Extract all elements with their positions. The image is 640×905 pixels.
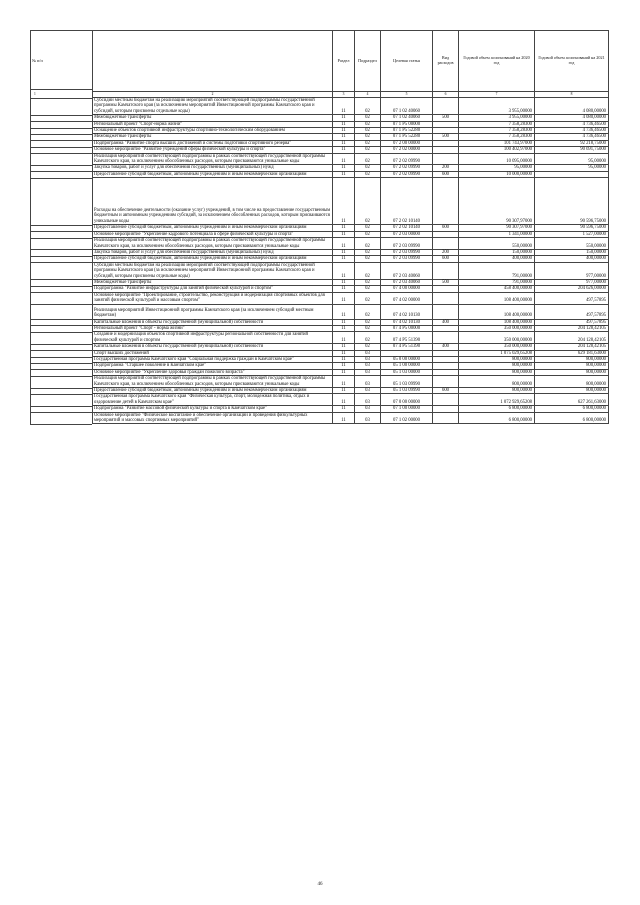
row-volume-2020: 458 400,00000 [459, 286, 535, 292]
row-volume-2020: 90 307,97000 [459, 225, 535, 231]
row-number-divider [30, 304, 92, 305]
row-section: 11 [333, 304, 355, 319]
row-number-divider [30, 262, 92, 263]
row-volume-2021: 204 626,00000 [535, 286, 609, 292]
row-section: 11 [333, 325, 355, 331]
row-volume-2021: 6 800,00000 [535, 406, 609, 412]
row-subsection: 03 [355, 412, 381, 424]
row-name: Оснащение объектов спортивной инфраструктуры спортивно-технологическим оборудованием [93, 128, 333, 134]
row-number-divider [30, 292, 92, 293]
row-subsection: 02 [355, 171, 381, 177]
row-subsection: 02 [355, 225, 381, 231]
row-name: Подпрограмма "Старшее поколение в Камчатском крае" [93, 363, 333, 369]
row-volume-2021: 95,00000 [535, 153, 609, 165]
row-number-divider [30, 171, 92, 172]
row-expense-type: 200 [433, 249, 459, 255]
row-name: Реализация мероприятий соответствующей подпрограммы в рамках соответствующей государственной программы Камчатского края, за исключением обособленных расходов, которым присваиваются уникальные коды [93, 376, 333, 388]
row-name: Капитальные вложения в объекты государственной (муниципальной) собственности [93, 319, 333, 325]
row-number-divider [30, 325, 92, 326]
row-number-divider [30, 98, 92, 99]
row-subsection: 02 [355, 98, 381, 115]
row-expense-type [433, 238, 459, 250]
row-section: 11 [333, 394, 355, 406]
row-number-divider [30, 319, 92, 320]
table-row [93, 238, 609, 250]
row-subsection: 03 [355, 363, 381, 369]
row-number-divider [30, 394, 92, 395]
row-number-divider [30, 178, 92, 179]
row-name: Закупка товаров, работ и услуг для обеспечения государственных (муниципальных) нужд [93, 165, 333, 171]
row-volume-2021: 800,00000 [535, 376, 609, 388]
row-name: Подпрограмма "Развитие спорта высших достижений и системы подготовки спортивного резерва" [93, 140, 333, 146]
row-section: 11 [333, 388, 355, 394]
row-volume-2020: 90 307,97000 [459, 178, 535, 225]
row-name: Предоставление субсидий бюджетным, автономным учреждениям и иным некоммерческим организациям [93, 388, 333, 394]
row-number-divider [30, 238, 92, 239]
row-expense-type: 400 [433, 319, 459, 325]
row-volume-2021: 6 800,00000 [535, 412, 609, 424]
row-name: Капитальные вложения в объекты государственной (муниципальной) собственности [93, 344, 333, 350]
header-row-number: № п/п [32, 57, 43, 63]
row-volume-2020: 800,00000 [459, 388, 535, 394]
row-target-article: 05 1 03 09990 [381, 388, 433, 394]
row-section: 11 [333, 134, 355, 140]
row-name: Основное мероприятие "Проектирование, строительство, реконструкция и модернизация спортивных объектов для занятий физической культурой и массовым спортом" [93, 292, 333, 304]
row-subsection: 03 [355, 406, 381, 412]
row-section: 11 [333, 178, 355, 225]
row-volume-2020: 7 358,28300 [459, 121, 535, 127]
row-volume-2020: 108 400,00000 [459, 319, 535, 325]
row-volume-2020: 95,00000 [459, 165, 535, 171]
row-expense-type: 600 [433, 171, 459, 177]
row-section: 11 [333, 115, 355, 121]
col-number-5: 5 [381, 92, 433, 98]
row-volume-2021: 977,00000 [535, 279, 609, 285]
row-expense-type: 600 [433, 388, 459, 394]
row-section: 11 [333, 121, 355, 127]
row-name: Реализация мероприятий Инвестиционной программы Камчатского края (за исключением субсидий местным бюджетам) [93, 304, 333, 319]
row-subsection: 02 [355, 304, 381, 319]
col-number-1: 1 [34, 92, 36, 97]
row-subsection: 02 [355, 325, 381, 331]
row-subsection: 02 [355, 128, 381, 134]
table-row [93, 394, 609, 406]
row-volume-2020: 150,00000 [459, 249, 535, 255]
row-volume-2020: 108 400,00000 [459, 304, 535, 319]
row-volume-2021: 4 080,00000 [535, 98, 609, 115]
row-target-article: 07 2 02 10140 [381, 178, 433, 225]
row-number-column [30, 30, 92, 90]
row-subsection: 02 [355, 231, 381, 237]
row-section: 11 [333, 165, 355, 171]
row-volume-2021: 90 691,75000 [535, 147, 609, 153]
row-volume-2021: 150,00000 [535, 249, 609, 255]
row-expense-type [433, 304, 459, 319]
row-section: 11 [333, 363, 355, 369]
row-number-divider [30, 153, 92, 154]
row-section: 11 [333, 171, 355, 177]
row-target-article: 07 2 03 40060 [381, 279, 433, 285]
row-target-article: 07 2 03 40060 [381, 262, 433, 279]
row-expense-type [433, 412, 459, 424]
row-volume-2020: 350 000,00000 [459, 332, 535, 344]
row-name: Реализация мероприятий соответствующей подпрограммы в рамках соответствующей государственной программы Камчатского края, за исключением обособленных расходов, которым присваиваются уникальные коды [93, 238, 333, 250]
row-volume-2021: 4 736,46500 [535, 128, 609, 134]
row-number-divider [30, 376, 92, 377]
row-name: Основное мероприятие "Укрепление кадрового потенциала в сфере физической культуры и спорта" [93, 231, 333, 237]
table-row [93, 332, 609, 344]
row-name: Основное мероприятие "Развитие учреждений сферы физической культуры и спорта" [93, 147, 333, 153]
row-target-article: 05 0 00 00000 [381, 357, 433, 363]
row-target-article: 07 4 02 10130 [381, 304, 433, 319]
row-subsection: 02 [355, 256, 381, 262]
row-number-divider [30, 134, 92, 135]
row-volume-2020: 6 800,00000 [459, 412, 535, 424]
row-name: Региональный проект "Спорт-норма жизни" [93, 121, 333, 127]
row-number-divider [30, 249, 92, 250]
row-target-article: 07 1 P5 52280 [381, 128, 433, 134]
row-expense-type [433, 376, 459, 388]
row-volume-2020: 100 402,97000 [459, 147, 535, 153]
row-subsection: 02 [355, 344, 381, 350]
row-volume-2021: 4 080,00000 [535, 115, 609, 121]
row-number-divider [30, 332, 92, 333]
row-number-divider [30, 363, 92, 364]
row-expense-type [433, 178, 459, 225]
row-target-article: 07 1 P5 00000 [381, 121, 433, 127]
row-target-article: 05 1 03 00000 [381, 369, 433, 375]
row-target-article: 07 4 P5 51390 [381, 344, 433, 350]
row-section: 11 [333, 319, 355, 325]
row-section: 11 [333, 357, 355, 363]
row-volume-2021: 90 596,75000 [535, 178, 609, 225]
row-volume-2021: 400,00000 [535, 256, 609, 262]
row-target-article: 07 2 03 09990 [381, 238, 433, 250]
row-volume-2020: 550,00000 [459, 238, 535, 250]
row-name: Государственная программа Камчатского края "Социальная поддержка граждан в Камчатском крае" [93, 357, 333, 363]
row-target-article: 07 1 02 00000 [381, 412, 433, 424]
row-volume-2020: 400,00000 [459, 256, 535, 262]
row-volume-2021: 90 596,75000 [535, 225, 609, 231]
row-volume-2021: 4 736,46500 [535, 121, 609, 127]
row-volume-2021: 204 128,42105 [535, 325, 609, 331]
row-subsection: 02 [355, 121, 381, 127]
header-expense-type: Вид расходов [433, 31, 459, 92]
row-number-divider [30, 412, 92, 413]
row-subsection: 02 [355, 319, 381, 325]
row-expense-type: 600 [433, 225, 459, 231]
row-target-article: 07 1 02 40060 [381, 115, 433, 121]
row-volume-2021: 95,00000 [535, 165, 609, 171]
row-expense-type [433, 262, 459, 279]
row-section: 11 [333, 279, 355, 285]
row-subsection: 03 [355, 394, 381, 406]
row-section: 11 [333, 128, 355, 134]
row-number-divider [30, 344, 92, 345]
row-target-article: 07 2 02 09990 [381, 165, 433, 171]
row-volume-2021: 204 128,42105 [535, 344, 609, 350]
row-section: 11 [333, 369, 355, 375]
table-row [93, 178, 609, 225]
row-target-article: 07 4 P5 00000 [381, 325, 433, 331]
row-expense-type: 600 [433, 256, 459, 262]
row-section: 11 [333, 344, 355, 350]
row-volume-2021: 629 181,63000 [535, 350, 609, 356]
row-name: Подпрограмма "Развитие массовой физической культуры и спорта в Камчатском крае" [93, 406, 333, 412]
row-target-article: 07 0 00 00000 [381, 394, 433, 406]
row-number-divider [30, 147, 92, 148]
row-target-article: 07 1 02 40060 [381, 98, 433, 115]
row-target-article: 07 2 03 09990 [381, 249, 433, 255]
row-number-divider [30, 225, 92, 226]
row-name: Межбюджетные трансферты [93, 115, 333, 121]
row-target-article: 07 1 P5 52280 [381, 134, 433, 140]
row-subsection: 02 [355, 286, 381, 292]
table-header-row [93, 31, 609, 92]
header-volume-2021: Годовой объем ассигнований на 2021 год [535, 31, 609, 92]
row-expense-type [433, 394, 459, 406]
row-expense-type: 500 [433, 115, 459, 121]
row-subsection: 02 [355, 115, 381, 121]
row-volume-2020: 800,00000 [459, 363, 535, 369]
row-name: Межбюджетные трансферты [93, 134, 333, 140]
row-volume-2020: 6 800,00000 [459, 406, 535, 412]
row-volume-2020: 108 400,00000 [459, 292, 535, 304]
header-section: Раздел [333, 31, 355, 92]
row-volume-2021: 800,00000 [535, 369, 609, 375]
row-expense-type [433, 292, 459, 304]
row-name: Реализация мероприятий соответствующей подпрограммы в рамках соответствующей государственной программы Камчатского края, за исключением обособленных расходов, которым присваиваются уникальные коды [93, 153, 333, 165]
row-expense-type: 400 [433, 344, 459, 350]
row-volume-2020: 10 095,00000 [459, 153, 535, 165]
row-volume-2020: 1 072 929,65208 [459, 394, 535, 406]
row-section: 11 [333, 412, 355, 424]
table-row [93, 292, 609, 304]
row-number-divider [30, 279, 92, 280]
row-name: Государственная программа Камчатского края "Физическая культура, спорт, молодежная политика, отдых и оздоровление детей в Камчатском крае" [93, 394, 333, 406]
row-section: 11 [333, 256, 355, 262]
header-name-cell [93, 31, 333, 92]
row-expense-type: 200 [433, 165, 459, 171]
row-volume-2020: 350 000,00000 [459, 325, 535, 331]
row-section: 11 [333, 231, 355, 237]
row-volume-2021: 4 736,46500 [535, 134, 609, 140]
row-volume-2020: 101 743,97000 [459, 140, 535, 146]
row-subsection: 02 [355, 238, 381, 250]
row-section: 11 [333, 153, 355, 165]
row-expense-type [433, 153, 459, 165]
row-subsection: 02 [355, 153, 381, 165]
row-volume-2021: 1 527,00000 [535, 231, 609, 237]
row-number-divider [30, 388, 92, 389]
row-expense-type [433, 98, 459, 115]
row-subsection: 03 [355, 369, 381, 375]
row-volume-2021: 627 261,63000 [535, 394, 609, 406]
col-number-8: 8 [535, 92, 609, 98]
row-target-article: 07 4 02 10130 [381, 319, 433, 325]
row-target-article: 07 2 00 00000 [381, 140, 433, 146]
row-name: Подпрограмма "Развитие инфраструктуры для занятий физической культурой и спортом" [93, 286, 333, 292]
row-name: Основное мероприятие "Физическое воспитание и обеспечение организации и проведения физкультурных мероприятий и массовых спортивных мероприятий" [93, 412, 333, 424]
row-target-article: 07 2 02 09990 [381, 171, 433, 177]
row-volume-2021: 497,57895 [535, 319, 609, 325]
row-number-divider [30, 424, 92, 425]
row-subsection: 03 [355, 388, 381, 394]
row-volume-2020: 800,00000 [459, 357, 535, 363]
table-row [93, 98, 609, 115]
row-volume-2021: 550,00000 [535, 238, 609, 250]
row-volume-2020: 3 955,00000 [459, 98, 535, 115]
row-section: 11 [333, 376, 355, 388]
header-subsection: Подраздел [355, 31, 381, 92]
row-name: Субсидии местным бюджетам на реализацию мероприятий соответствующей подпрограммы государственной программы Камчатского края (за исключением мероприятий Инвестиционной программы Камчатского края и субсидий, которым присвоены отдельные коды) [93, 98, 333, 115]
row-target-article: 05 1 00 00000 [381, 363, 433, 369]
row-number-divider [30, 231, 92, 232]
row-section: 11 [333, 332, 355, 344]
row-expense-type: 500 [433, 279, 459, 285]
row-name: Предоставление субсидий бюджетным, автономным учреждениям и иным некоммерческим организациям [93, 225, 333, 231]
col-number-6: 6 [433, 92, 459, 98]
col-number-4: 4 [355, 92, 381, 98]
row-number-divider [30, 369, 92, 370]
row-volume-2020: 7 358,28300 [459, 128, 535, 134]
row-number-divider [30, 357, 92, 358]
row-volume-2021: 977,00000 [535, 262, 609, 279]
row-target-article: 07 4 00 00000 [381, 286, 433, 292]
row-target-article: 07 4 P5 51390 [381, 332, 433, 344]
row-name: Предоставление субсидий бюджетным, автономным учреждениям и иным некоммерческим организациям [93, 171, 333, 177]
row-subsection: 02 [355, 332, 381, 344]
row-volume-2020: 1 075 029,65208 [459, 350, 535, 356]
row-number-divider [30, 140, 92, 141]
row-name: Создание и модернизация объектов спортивной инфраструктуры региональной собственности для занятий физической культурой и спортом [93, 332, 333, 344]
row-section: 11 [333, 286, 355, 292]
row-name: Субсидии местным бюджетам на реализацию мероприятий соответствующей подпрограммы государственной программы Камчатского края (за исключением мероприятий Инвестиционной программы Камчатского края и субсидий, которым присвоены отдельные коды) [93, 262, 333, 279]
row-volume-2020: 800,00000 [459, 376, 535, 388]
row-volume-2020: 1 341,00000 [459, 231, 535, 237]
row-subsection: 03 [355, 350, 381, 356]
row-section: 11 [333, 147, 355, 153]
row-section: 11 [333, 225, 355, 231]
row-subsection: 02 [355, 262, 381, 279]
row-volume-2020: 350 000,00000 [459, 344, 535, 350]
row-target-article: 07 2 02 09990 [381, 153, 433, 165]
row-number-divider [30, 165, 92, 166]
row-section: 11 [333, 140, 355, 146]
row-name: Расходы на обеспечение деятельности (оказание услуг) учреждений, в том числе на предоставление государственным бюджетным и автономным учреждениям субсидий, за исключением обособленных расходов, которым присваиваются уникальные коды [93, 178, 333, 225]
row-subsection: 02 [355, 147, 381, 153]
row-number-divider [30, 256, 92, 257]
row-number-divider [30, 115, 92, 116]
row-target-article: 07 2 02 10140 [381, 225, 433, 231]
row-target-article: 07 2 03 00000 [381, 231, 433, 237]
row-section: 11 [333, 262, 355, 279]
row-number-divider [30, 121, 92, 122]
col-number-7: 7 [459, 92, 535, 98]
row-volume-2021: 800,00000 [535, 363, 609, 369]
table-row [93, 262, 609, 279]
row-volume-2021: 800,00000 [535, 388, 609, 394]
row-subsection: 02 [355, 292, 381, 304]
row-name: Основное мероприятие "Укрепление здоровья граждан пожилого возраста" [93, 369, 333, 375]
row-volume-2020: 791,00000 [459, 279, 535, 285]
table-row [93, 304, 609, 319]
row-subsection: 02 [355, 140, 381, 146]
row-target-article: 07 4 02 00000 [381, 292, 433, 304]
row-section: 11 [333, 350, 355, 356]
row-target-article: 07 2 02 00000 [381, 147, 433, 153]
header-target-article: Целевая статья [381, 31, 433, 92]
table-row [93, 376, 609, 388]
row-subsection: 02 [355, 165, 381, 171]
row-number-divider [30, 128, 92, 129]
row-expense-type [433, 332, 459, 344]
row-subsection: 02 [355, 249, 381, 255]
row-volume-2020: 3 955,00000 [459, 115, 535, 121]
row-volume-2020: 10 000,00000 [459, 171, 535, 177]
row-volume-2021: 800,00000 [535, 357, 609, 363]
row-section: 11 [333, 406, 355, 412]
row-subsection: 02 [355, 279, 381, 285]
header-volume-2020: Годовой объем ассигнований на 2020 год [459, 31, 535, 92]
row-volume-2021: 204 128,42105 [535, 332, 609, 344]
row-expense-type: 500 [433, 134, 459, 140]
row-name: Региональный проект "Спорт - норма жизни" [93, 325, 333, 331]
row-volume-2021: 497,57895 [535, 292, 609, 304]
row-target-article: 05 1 03 09990 [381, 376, 433, 388]
row-target-article: 07 1 00 00000 [381, 406, 433, 412]
row-section: 11 [333, 292, 355, 304]
row-volume-2021: 497,57895 [535, 304, 609, 319]
row-subsection: 02 [355, 178, 381, 225]
row-section: 11 [333, 238, 355, 250]
col-number-2: 2 [211, 92, 214, 97]
row-volume-2020: 791,00000 [459, 262, 535, 279]
row-section: 11 [333, 249, 355, 255]
row-volume-2021: 92 218,75000 [535, 140, 609, 146]
row-volume-2020: 7 358,28300 [459, 134, 535, 140]
page-number: 46 [317, 882, 323, 887]
row-name: Предоставление субсидий бюджетным, автономным учреждениям и иным некоммерческим организациям [93, 256, 333, 262]
row-subsection: 03 [355, 376, 381, 388]
table-row [93, 412, 609, 424]
table-row [93, 153, 609, 165]
row-name: Спорт высших достижений [93, 350, 333, 356]
row-number-divider [30, 286, 92, 287]
row-section: 11 [333, 98, 355, 115]
row-subsection: 03 [355, 357, 381, 363]
row-number-divider [30, 406, 92, 407]
row-volume-2020: 800,00000 [459, 369, 535, 375]
col-number-3: 3 [333, 92, 355, 98]
row-name: Закупка товаров, работ и услуг для обеспечения государственных (муниципальных) нужд [93, 249, 333, 255]
row-target-article: 07 2 03 09990 [381, 256, 433, 262]
row-number-divider [30, 350, 92, 351]
row-name: Межбюджетные трансферты [93, 279, 333, 285]
row-subsection: 02 [355, 134, 381, 140]
